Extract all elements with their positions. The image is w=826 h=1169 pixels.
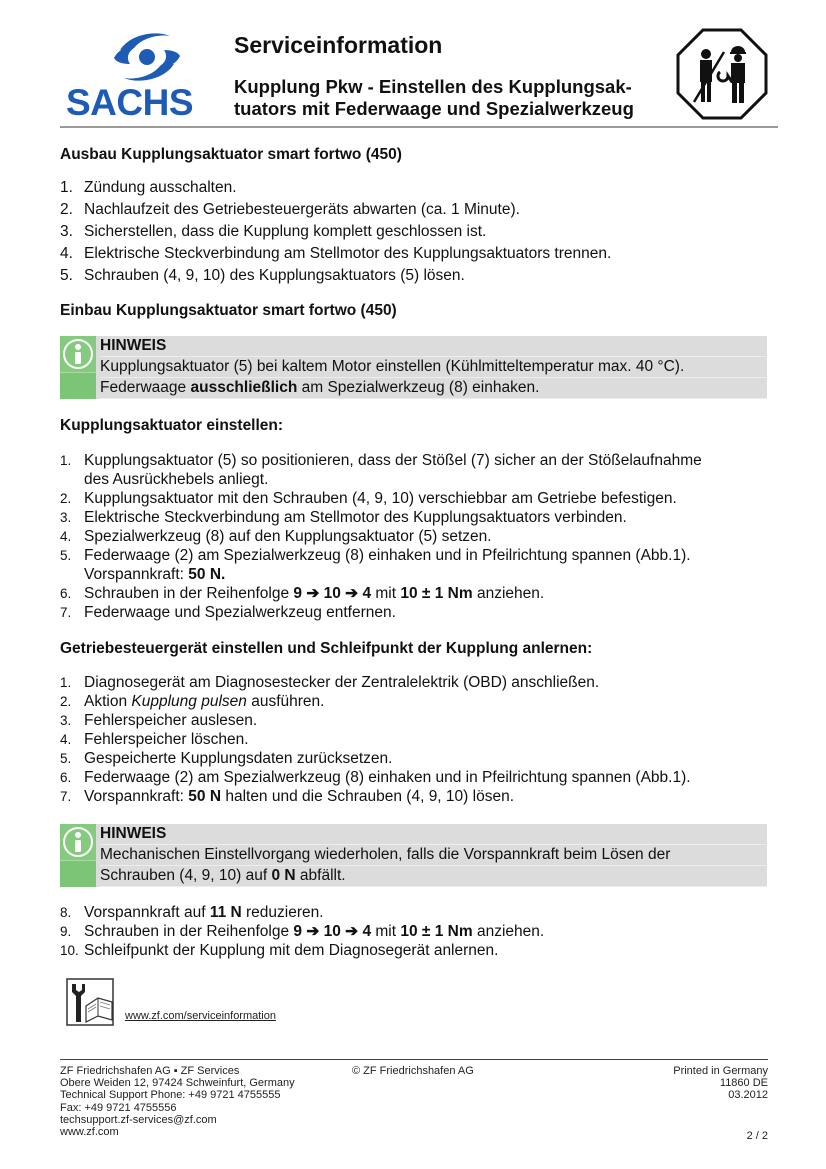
doc-number: 11860 DE: [719, 1077, 768, 1090]
subtitle-line-1: Kupplung Pkw - Einstellen des Kupplungsak-: [234, 76, 632, 97]
footer-copyright: © ZF Friedrichshafen AG: [352, 1065, 474, 1077]
list-item: 5. Schrauben (4, 9, 10) des Kupplungsaktuators (5) lösen.: [60, 267, 465, 284]
note-icon-column: [60, 824, 96, 887]
info-icon: [60, 336, 96, 372]
page-title: Serviceinformation: [234, 32, 443, 58]
list-item: 7. Vorspannkraft: 50 N halten und die Schrauben (4, 9, 10) lösen.: [60, 788, 514, 805]
list-item: 10. Schleifpunkt der Kupplung mit dem Diagnosegerät anlernen.: [60, 942, 499, 959]
sachs-logo: [66, 28, 226, 123]
list-item: 2. Kupplungsaktuator mit den Schrauben (4, 9, 10) verschiebbar am Getriebe befestigen.: [60, 490, 677, 507]
list-item: 8. Vorspannkraft auf 11 N reduzieren.: [60, 904, 324, 921]
note-title: HINWEIS: [100, 824, 767, 845]
note-title: HINWEIS: [100, 336, 767, 357]
list-item: 6. Schrauben in der Reihenfolge 9 ➔ 10 ➔ 4 mit 10 ± 1 Nm anziehen.: [60, 585, 545, 602]
list-item: 4. Fehlerspeicher löschen.: [60, 731, 249, 748]
list-item: 9. Schrauben in der Reihenfolge 9 ➔ 10 ➔ 4 mit 10 ± 1 Nm anziehen.: [60, 923, 545, 940]
note-text: Schrauben (4, 9, 10) auf 0 N abfällt.: [100, 866, 767, 887]
list-item: 1. Diagnosegerät am Diagnosestecker der Zentralelektrik (OBD) anschließen.: [60, 674, 600, 691]
note-text: Federwaage ausschließlich am Spezialwerkzeug (8) einhaken.: [100, 378, 767, 399]
footer-web: www.zf.com: [60, 1126, 119, 1139]
footer-divider: [60, 1059, 768, 1060]
list-item: 3. Fehlerspeicher auslesen.: [60, 712, 258, 729]
einstellen-steps: [60, 451, 770, 622]
professional-mechanic-only-sign-icon: [676, 28, 768, 120]
page-subtitle: [234, 76, 634, 120]
list-item: 3. Sicherstellen, dass die Kupplung komplett geschlossen ist.: [60, 223, 487, 240]
hinweis-box: [60, 336, 767, 399]
list-item: 1. Zündung ausschalten.: [60, 179, 237, 196]
anlernen-steps: [60, 673, 770, 806]
doc-date: 03.2012: [728, 1089, 768, 1102]
header-divider: [60, 126, 778, 128]
sachs-swirl-icon: [112, 28, 182, 86]
list-item: 7. Federwaage und Spezialwerkzeug entfernen.: [60, 604, 396, 621]
ausbau-steps: [60, 177, 770, 287]
page-number: 2 / 2: [746, 1130, 768, 1142]
note-text: Kupplungsaktuator (5) bei kaltem Motor einstellen (Kühlmitteltemperatur max. 40 °C).: [100, 357, 767, 378]
footer-print-info: Printed in Germany 11860 DE 03.2012: [673, 1065, 768, 1102]
info-icon: [60, 824, 96, 860]
wrench-book-icon: [66, 978, 114, 1026]
section-heading-einstellen: Kupplungsaktuator einstellen:: [60, 417, 284, 434]
section-heading-anlernen: Getriebesteuergerät einstellen und Schleifpunkt der Kupplung anlernen:: [60, 640, 593, 657]
list-item: 5. Federwaage (2) am Spezialwerkzeug (8) einhaken und in Pfeilrichtung spannen (Abb.1). Vorspannkraft: 50 N.: [60, 547, 691, 583]
list-item: 2. Nachlaufzeit des Getriebesteuergeräts abwarten (ca. 1 Minute).: [60, 201, 520, 218]
list-item: 1. Kupplungsaktuator (5) so positionieren, dass der Stößel (7) sicher an der Stößelaufnahme des Ausrückhebels anliegt.: [60, 452, 702, 488]
list-item: 5. Gespeicherte Kupplungsdaten zurücksetzen.: [60, 750, 393, 767]
anlernen-steps-continued: [60, 903, 770, 960]
note-text: Mechanischen Einstellvorgang wiederholen, falls die Vorspannkraft beim Lösen der: [100, 845, 767, 866]
section-heading-ausbau: Ausbau Kupplungsaktuator smart fortwo (450): [60, 146, 402, 163]
footer-contact: ZF Friedrichshafen AG ▪ ZF Services Obere Weiden 12, 97424 Schweinfurt, Germany Technical Support Phone: +49 9721 4755555 Fax: +49 9721 4755556 techsupport.zf-services@zf.com www.zf.com: [60, 1065, 295, 1139]
serviceinformation-link[interactable]: www.zf.com/serviceinformation: [125, 1010, 276, 1022]
footer-email: techsupport.zf-services@zf.com: [60, 1113, 217, 1126]
hinweis-box: [60, 824, 767, 887]
brand-name: SACHS: [66, 82, 194, 123]
subtitle-line-2: tuators mit Federwaage und Spezialwerkzeug: [234, 98, 634, 119]
list-item: 2. Aktion Kupplung pulsen ausführen.: [60, 693, 325, 710]
section-heading-einbau: Einbau Kupplungsaktuator smart fortwo (450): [60, 302, 397, 319]
list-item: 3. Elektrische Steckverbindung am Stellmotor des Kupplungsaktuators verbinden.: [60, 509, 627, 526]
list-item: 4. Elektrische Steckverbindung am Stellmotor des Kupplungsaktuators trennen.: [60, 245, 612, 262]
list-item: 6. Federwaage (2) am Spezialwerkzeug (8) einhaken und in Pfeilrichtung spannen (Abb.1).: [60, 769, 691, 786]
note-icon-column: [60, 336, 96, 399]
list-item: 4. Spezialwerkzeug (8) auf den Kupplungsaktuator (5) setzen.: [60, 528, 492, 545]
